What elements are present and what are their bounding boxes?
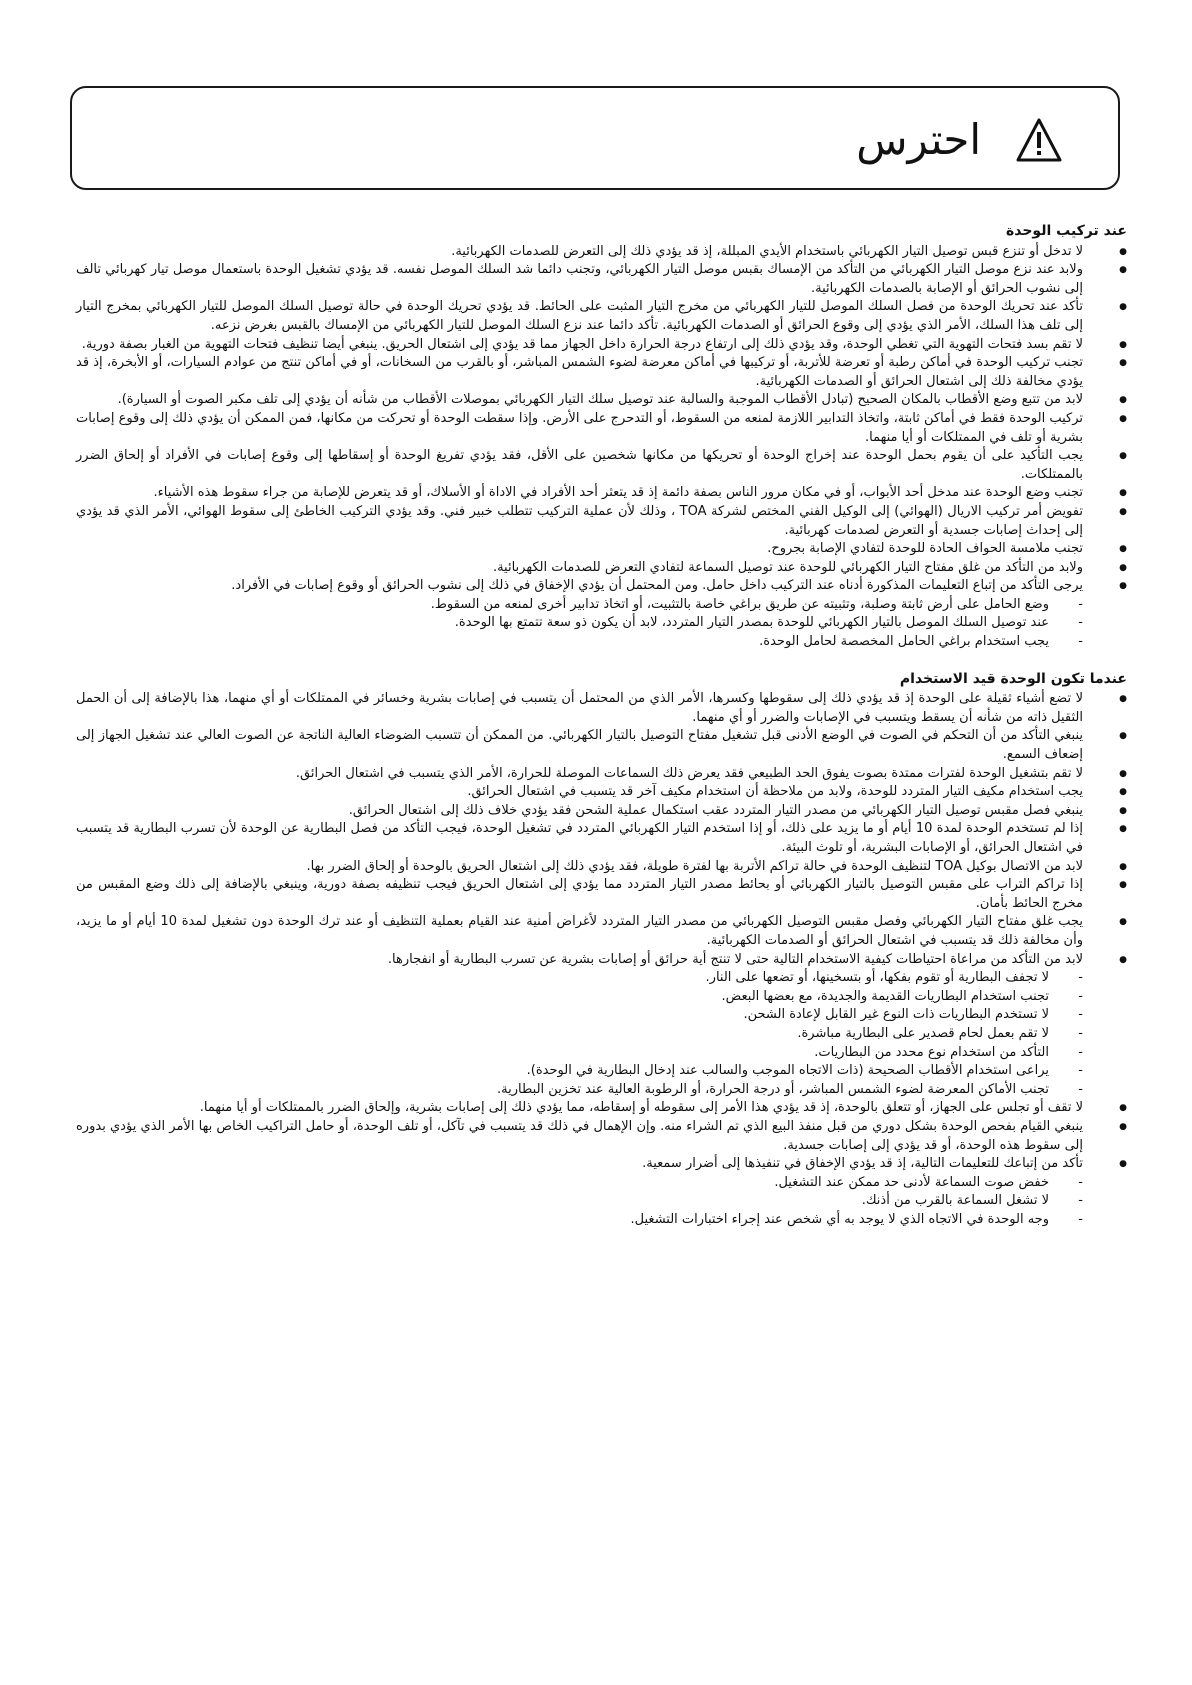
bullet-text: تجنب ملامسة الحواف الحادة للوحدة لتفادي الإصابة بجروح. [767, 541, 1083, 557]
bullet-item [76, 261, 1127, 298]
bullet-text: لابد من تتبع وضع الأقطاب بالمكان الصحيح (تبادل الأقطاب الموجبة والسالبة عند توصيل سلك التيار الكهربائي بموصلات الأقطاب من شأنه أن يؤدي إلى تلف مكبر الصوت أو السيارة). [117, 392, 1083, 408]
bullet-item [76, 913, 1127, 950]
bullet-text: يجب التأكيد على أن يقوم بحمل الوحدة عند إخراج الوحدة أو تحريكها من مكانها شخصين على الأقل، فقد يؤدي تفريغ الوحدة أو إسقاطها إلى وقوع إصابات في الأفراد أو إلحاق الضرر بالممتلكات. [76, 448, 1083, 482]
caution-header [856, 110, 1063, 170]
bullet-item [76, 559, 1127, 578]
bullet-item [76, 410, 1127, 447]
sub-item: - لا تقم بعمل لحام قصدير على البطارية مباشرة. [76, 1025, 1083, 1044]
bullet-item [76, 391, 1127, 410]
sub-list [76, 596, 1083, 652]
bullet-list [76, 243, 1127, 652]
caution-header-box [70, 86, 1120, 190]
bullet-item [76, 484, 1127, 503]
section-title: عندما تكون الوحدة قيد الاستخدام [899, 670, 1127, 687]
bullet-item [76, 765, 1127, 784]
sub-item: - وضع الحامل على أرض ثابتة وصلبة، وتثبيته عن طريق براغي خاصة بالتثبيت، أو اتخاذ تدابير أخرى لمنعه من السقوط. [76, 596, 1083, 615]
section [76, 222, 1127, 652]
bullet-item [76, 243, 1127, 262]
bullet-item [76, 336, 1127, 355]
bullet-item [76, 690, 1127, 727]
sub-item: - لا تجفف البطارية أو تقوم بفكها، أو بتسخينها، أو تضعها على النار. [76, 969, 1083, 988]
bullet-text: يرجى التأكد من إتباع التعليمات المذكورة أدناه عند التركيب داخل حامل. ومن المحتمل أن يؤدي الإخفاق في ذلك إلى نشوب الحرائق أو وقوع إصابات في الأفراد. [231, 578, 1083, 594]
bullet-item [76, 858, 1127, 877]
sub-item: - تجنب الأماكن المعرضة لضوء الشمس المباشر، أو درجة الحرارة، أو الرطوبة العالية عند تخزين البطارية. [76, 1081, 1083, 1100]
sub-item: - التأكد من استخدام نوع محدد من البطاريات. [76, 1044, 1083, 1063]
sub-item: - يراعى استخدام الأقطاب الصحيحة (ذات الاتجاه الموجب والسالب عند إدخال البطارية في الوحدة). [76, 1062, 1083, 1081]
bullet-text: ولابد من التأكد من غلق مفتاح التيار الكهربائي للوحدة عند توصيل السماعة لتفادي التعرض للصدمات الكهربائية. [492, 559, 1083, 575]
bullet-text: تأكد من إتباعك للتعليمات التالية، إذ قد يؤدي الإخفاق في تنفيذها إلى أضرار سمعية. [642, 1156, 1083, 1172]
warning-triangle-icon [1015, 117, 1063, 163]
bullet-text: لا تدخل أو تنزع قبس توصيل التيار الكهربائي باستخدام الأيدي المبللة، إذ قد يؤدي ذلك إلى التعرض للصدمات الكهربائية. [451, 243, 1083, 259]
bullet-text: لا تقف أو تجلس على الجهاز، أو تتعلق بالوحدة، إذ قد يؤدي هذا الأمر إلى سقوطه أو إسقاطه، مما يؤدي ذلك إلى إصابات بشرية، وإلحاق الضرر بالممتلكات أو أيا منهما. [199, 1100, 1083, 1116]
bullet-item [76, 577, 1127, 651]
safety-content [76, 222, 1127, 1229]
bullet-text: تجنب تركيب الوحدة في أماكن رطبة أو تعرضة للأتربة، أو تركيبها في أماكن معرضة لضوء الشمس المباشر، أو بالقرب من السخانات، أو في أماكن تنتج من عوادم السيارات، أو الأبخرة، إذ قد يؤدي مخالفة ذلك إلى اشتعال الحرائق أو الصدمات الكهربائية. [76, 355, 1083, 389]
sub-item: - عند توصيل السلك الموصل بالتيار الكهربائي للوحدة بمصدر التيار المتردد، لابد أن يكون ذو سعة تتمتع بها الوحدة. [76, 614, 1083, 633]
bullet-text: ينبغي القيام بفحص الوحدة بشكل دوري من قبل منفذ البيع الذي تم الشراء منه. وإن الإهمال في ذلك قد يتسبب في تآكل، أو تلف الوحدة، أو حامل التراكيب الخاص بها الأمر الذي يؤدي بدوره إلى سقوط هذه الوحدة، أو قد يؤدي إلى إصابات جسدية. [76, 1118, 1083, 1153]
bullet-text: تفويض أمر تركيب الاريال (الهوائي) إلى الوكيل الفني المختص لشركة TOA ، وذلك لأن عملية التركيب تتطلب خبير فني. وقد يؤدي التركيب الخاطئ إلى سقوط الهوائي، الأمر الذي قد يؤدي إلى إحداث إصابات جسدية أو التعرض لصدمات كهربائية. [76, 503, 1083, 538]
sub-item: - وجه الوحدة في الاتجاه الذي لا يوجد به أي شخص عند إجراء اختبارات التشغيل. [76, 1211, 1083, 1230]
bullet-item [76, 727, 1127, 764]
section [76, 670, 1127, 1230]
sub-item: - لا تشغل السماعة بالقرب من أذنك. [76, 1192, 1083, 1211]
bullet-text: لابد من التأكد من مراعاة احتياطات كيفية الاستخدام التالية حتى لا تنتج أية حرائق أو إصابات بشرية عن تسرب البطارية أو انفجارها. [387, 951, 1083, 967]
bullet-item [76, 951, 1127, 1100]
sub-item: - خفض صوت السماعة لأدنى حد ممكن عند التشغيل. [76, 1174, 1083, 1193]
bullet-text: إذا تراكم التراب على مقبس التوصيل بالتيار الكهربائي أو بحائط مصدر التيار المتردد مما يؤدي إلى اشتعال الحريق فيجب تنظيفه بصفة دورية، وينبغي بالإضافة إلى ذلك وضع المقبس من مخرج الحائط بأمان. [76, 877, 1083, 911]
caution-title: احترس [856, 115, 981, 164]
bullet-text: ولابد عند نزع موصل التيار الكهربائي من التأكد من الإمساك بقبس موصل التيار الكهربائي، وتجنب دائما شد السلك الموصل نفسه. قد يؤدي تشغيل الوحدة باستعمال موصل تيار كهربائي تالف إلى نشوب الحرائق أو الإصابة بالصدمات الكهربائية. [76, 262, 1083, 296]
bullet-list [76, 690, 1127, 1229]
bullet-text: لا تضع أشياء ثقيلة على الوحدة إذ قد يؤدي ذلك إلى سقوطها وكسرها، الأمر الذي من المحتمل أن يتسبب في إصابات بشرية وخسائر في الممتلكات أو أي منهما، هذا بالإضافة إلى أن الحمل الثقيل ذاته من شأنه أن يسقط ويتسبب في الإصابات والضرر أو أي منهما. [76, 691, 1083, 725]
bullet-item [76, 503, 1127, 540]
bullet-item [76, 802, 1127, 821]
bullet-text: تركيب الوحدة فقط في أماكن ثابتة، واتخاذ التدابير اللازمة لمنعه من السقوط، أو التدحرج على الأرض. وإذا سقطت الوحدة أو تحركت من مكانها، فمن الممكن أن يؤدي ذلك إلى وقوع إصابات بشرية أو تلف في الممتلكات أو أيا منهما. [76, 410, 1083, 445]
sub-item: - تجنب استخدام البطاريات القديمة والجديدة، مع بعضها البعض. [76, 988, 1083, 1007]
bullet-item [76, 540, 1127, 559]
bullet-text: ينبغي فصل مقبس توصيل التيار الكهربائي من مصدر التيار المتردد عقب استكمال عملية الشحن فقد يؤدي خلاف ذلك إلى اشتعال الحرائق. [348, 802, 1083, 818]
bullet-text: ينبغي التأكد من أن التحكم في الصوت في الوضع الأدنى قبل تشغيل مفتاح التوصيل بالتيار الكهربائي. من الممكن أن تتسبب الضوضاء العالية الناتجة عن الصوت العالي عند تشغيل الجهاز إلى إضعاف السمع. [76, 728, 1083, 763]
bullet-item [76, 820, 1127, 857]
bullet-text: يجب استخدام مكيف التيار المتردد للوحدة، ولابد من ملاحظة أن استخدام مكيف آخر قد يتسبب في اشتعال الحرائق. [467, 784, 1083, 800]
bullet-item [76, 447, 1127, 484]
bullet-item [76, 354, 1127, 391]
bullet-text: إذا لم تستخدم الوحدة لمدة 10 أيام أو ما يزيد على ذلك، أو إذا استخدم التيار الكهربائي المتردد في تشغيل الوحدة، فيجب التأكد من فصل البطارية عن الوحدة لأن تسرب البطارية قد يتسبب في اشتعال الحرائق، أو الإصابات البشرية، أو تلوث البيئة. [76, 821, 1083, 855]
sub-list [76, 1174, 1083, 1230]
bullet-item [76, 1118, 1127, 1155]
bullet-item [76, 1155, 1127, 1229]
bullet-text: تأكد عند تحريك الوحدة من فصل السلك الموصل للتيار الكهربائي من مخرج التيار المثبت على الحائط. قد يؤدي تحريك الوحدة في حالة توصيل السلك الموصل للتيار الكهربائي بمخرج التيار إلى تلف هذا السلك، الأمر الذي يؤدي إلى وقوع الحرائق أو الصدمات الكهربائية. تأكد دائما عند نزع السلك الموصل للتيار الكهربائي من الإمساك بالقبس بغرض نزعه. [76, 299, 1083, 333]
sub-item: - لا تستخدم البطاريات ذات النوع غير القابل لإعادة الشحن. [76, 1006, 1083, 1025]
sub-list [76, 969, 1083, 1099]
bullet-text: لابد من الاتصال بوكيل TOA لتنظيف الوحدة في حالة تراكم الأتربة بها لفترة طويلة، فقد يؤدي ذلك إلى اشتعال الحريق بالوحدة أو إلحاق الضرر بها. [306, 858, 1083, 874]
section-title: عند تركيب الوحدة [1005, 223, 1127, 239]
bullet-text: يجب غلق مفتاح التيار الكهربائي وفصل مقبس التوصيل الكهربائي من مصدر التيار المتردد لأغراض أمنية عند القيام بعملية التنظيف أو عند ترك الوحدة دون تشغيل لمدة 10 أيام أو ما يزيد، وأن مخالفة ذلك قد يتسبب في اشتعال الحرائق أو الصدمات الكهربائية. [76, 914, 1084, 948]
bullet-text: لا تقم بسد فتحات التهوية التي تغطي الوحدة، وقد يؤدي ذلك إلى ارتفاع درجة الحرارة داخل الجهاز مما قد يؤدي إلى اشتعال الحريق. ينبغي أيضا تنظيف فتحات التهوية من الغبار بصفة دورية. [81, 336, 1083, 352]
bullet-item [76, 783, 1127, 802]
bullet-item [76, 1099, 1127, 1118]
bullet-text: تجنب وضع الوحدة عند مدخل أحد الأبواب، أو في مكان مرور الناس بصفة دائمة إذ قد يتعثر أحد الأفراد في الاداة أو الأسلاك، أو قد يتعرض للإصابة من جراء سقوط هذه الأشياء. [153, 485, 1083, 501]
sub-item: - يجب استخدام براغي الحامل المخصصة لحامل الوحدة. [76, 633, 1083, 652]
bullet-item [76, 298, 1127, 335]
bullet-text: لا تقم بتشغيل الوحدة لفترات ممتدة بصوت يفوق الحد الطبيعي فقد يعرض ذلك السماعات الموصلة للحرارة، الأمر الذي يتسبب في اشتعال الحرائق. [295, 765, 1083, 781]
bullet-item [76, 876, 1127, 913]
